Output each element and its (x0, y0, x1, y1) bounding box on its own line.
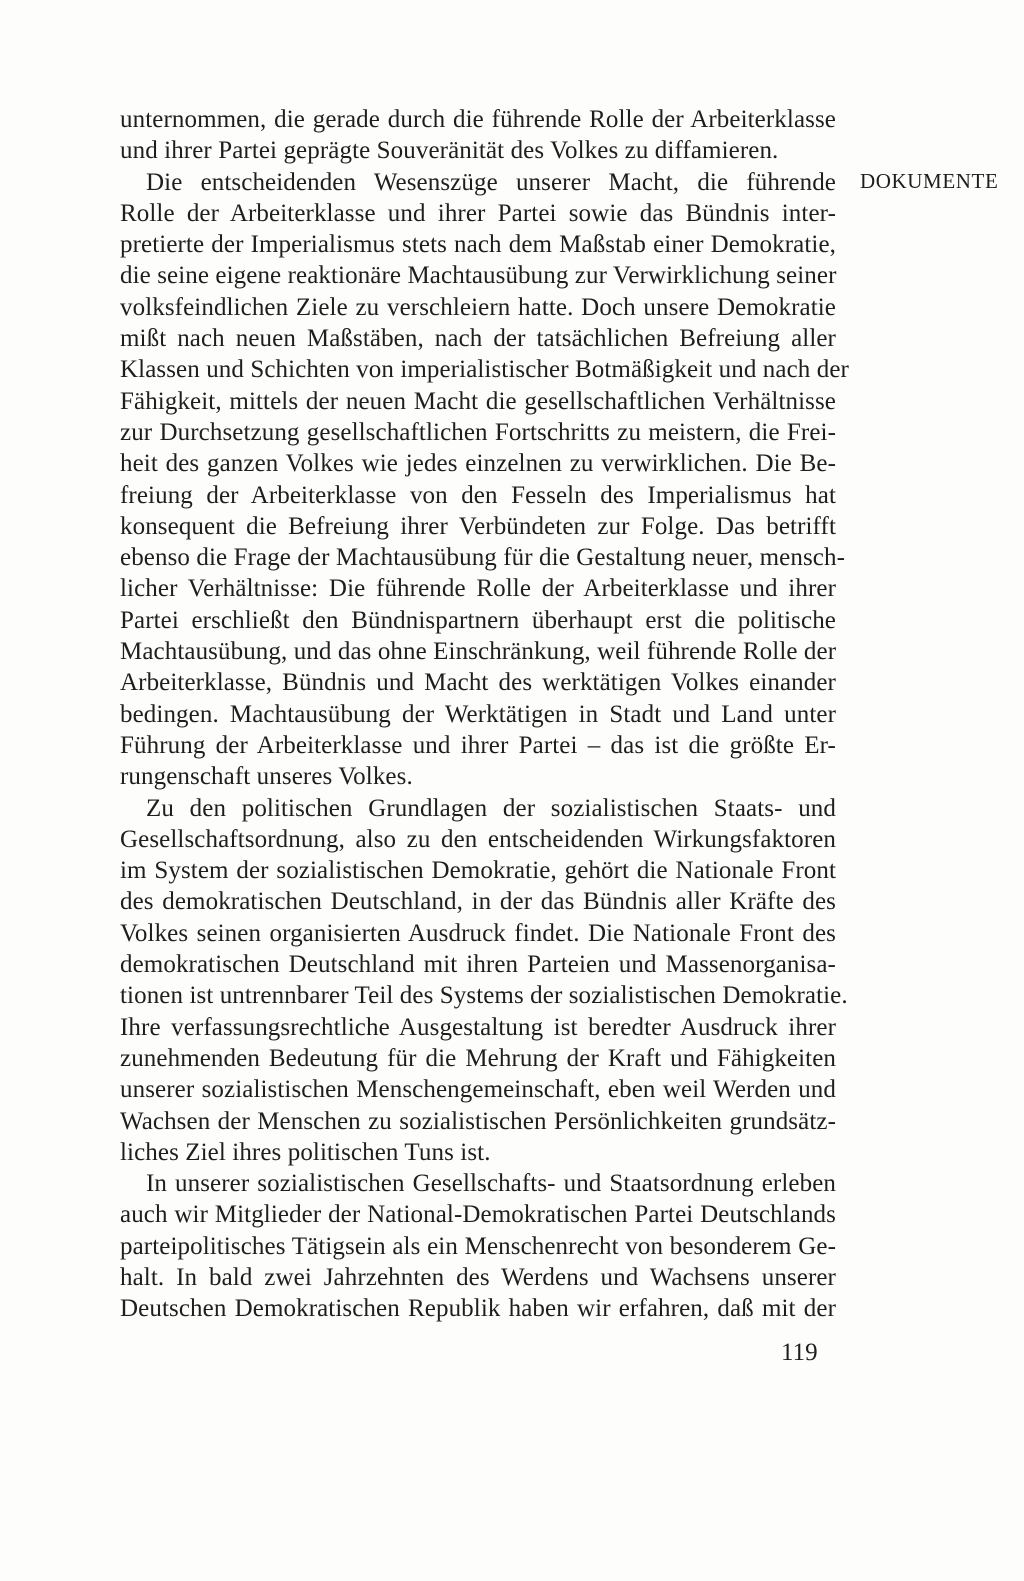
paragraph (120, 167, 849, 793)
text-line: rungenschaft unseres Volkes. (120, 763, 413, 791)
text-line: demokratischen Deutschland mit ihren Parteien und Massenorganisa- (120, 951, 836, 979)
text-line: im System der sozialistischen Demokratie, gehört die Nationale Front (120, 857, 836, 885)
text-line: Fähigkeit, mittels der neuen Macht die gesellschaftlichen Verhältnisse (120, 387, 836, 415)
text-line: Machtausübung, und das ohne Einschränkung, weil führende Rolle der (120, 638, 837, 666)
text-line: licher Verhältnisse: Die führende Rolle der Arbeiterklasse und ihrer (120, 575, 836, 603)
text-line: auch wir Mitglieder der National-Demokratischen Partei Deutschlands (120, 1201, 836, 1229)
text-line: Gesellschaftsordnung, also zu den entscheidenden Wirkungsfaktoren (120, 825, 836, 853)
text-line: ebenso die Frage der Machtausübung für die Gestaltung neuer, mensch- (120, 544, 846, 572)
text-line: tionen ist untrennbarer Teil des Systems der sozialistischen Demokratie. (120, 982, 848, 1010)
text-line: heit des ganzen Volkes wie jedes einzelnen zu verwirklichen. Die Be- (120, 450, 836, 478)
text-line: Führung der Arbeiterklasse und ihrer Partei – das ist die größte Er- (120, 731, 836, 759)
paragraph (120, 793, 848, 1169)
text-line: Die entscheidenden Wesenszüge unserer Macht, die führende (146, 168, 836, 196)
text-line: des demokratischen Deutschland, in der das Bündnis aller Kräfte des (120, 888, 836, 916)
body-text (120, 104, 849, 1325)
text-line: zur Durchsetzung gesellschaftlichen Fortschritts zu meistern, die Frei- (120, 418, 836, 446)
text-line: pretierte der Imperialismus stets nach dem Maßstab einer Demokratie, (120, 231, 836, 259)
text-line: bedingen. Machtausübung der Werktätigen in Stadt und Land unter (120, 700, 836, 728)
text-line: Zu den politischen Grundlagen der sozialistischen Staats- und (146, 794, 836, 822)
text-line: Deutschen Demokratischen Republik haben wir erfahren, daß mit der (120, 1295, 836, 1323)
page-number: 119 (781, 1339, 818, 1366)
text-line: Arbeiterklasse, Bündnis und Macht des werktätigen Volkes einander (120, 669, 836, 697)
text-line: In unserer sozialistischen Gesellschafts- und Staatsordnung erleben (146, 1170, 836, 1198)
text-line: halt. In bald zwei Jahrzehnten des Werdens und Wachsens unserer (120, 1263, 836, 1291)
text-line: die seine eigene reaktionäre Machtausübung zur Verwirklichung seiner (120, 262, 837, 290)
paragraph (120, 1168, 836, 1324)
text-line: freiung der Arbeiterklasse von den Fesseln des Imperialismus hat (120, 481, 836, 509)
text-line: Rolle der Arbeiterklasse und ihrer Partei sowie das Bündnis inter- (120, 199, 836, 227)
text-line: unserer sozialistischen Menschengemeinschaft, eben weil Werden und (120, 1076, 836, 1104)
text-line: Partei erschließt den Bündnispartnern überhaupt erst die politische (120, 606, 836, 634)
text-line: Ihre verfassungsrechtliche Ausgestaltung ist beredter Ausdruck ihrer (120, 1013, 836, 1041)
text-line: zunehmenden Bedeutung für die Mehrung der Kraft und Fähigkeiten (120, 1044, 836, 1072)
text-line: und ihrer Partei geprägte Souveränität des Volkes zu diffamieren. (120, 137, 779, 165)
text-line: konsequent die Befreiung ihrer Verbündeten zur Folge. Das betrifft (120, 512, 836, 540)
text-line: liches Ziel ihres politischen Tuns ist. (120, 1138, 491, 1166)
text-line: Wachsen der Menschen zu sozialistischen Persönlichkeiten grundsätz- (120, 1107, 836, 1135)
text-line: mißt nach neuen Maßstäben, nach der tatsächlichen Befreiung aller (120, 325, 836, 353)
text-line: volksfeindlichen Ziele zu verschleiern hatte. Doch unsere Demokratie (120, 293, 836, 321)
text-line: Klassen und Schichten von imperialistischer Botmäßigkeit und nach der (120, 356, 849, 384)
text-line: unternommen, die gerade durch die führende Rolle der Arbeiterklasse (120, 106, 836, 133)
paragraph (120, 104, 836, 167)
text-line: parteipolitisches Tätigsein als ein Menschenrecht von besonderem Ge- (120, 1232, 836, 1260)
margin-note: DOKUMENTE (860, 169, 999, 193)
text-line: Volkes seinen organisierten Ausdruck findet. Die Nationale Front des (120, 919, 836, 947)
